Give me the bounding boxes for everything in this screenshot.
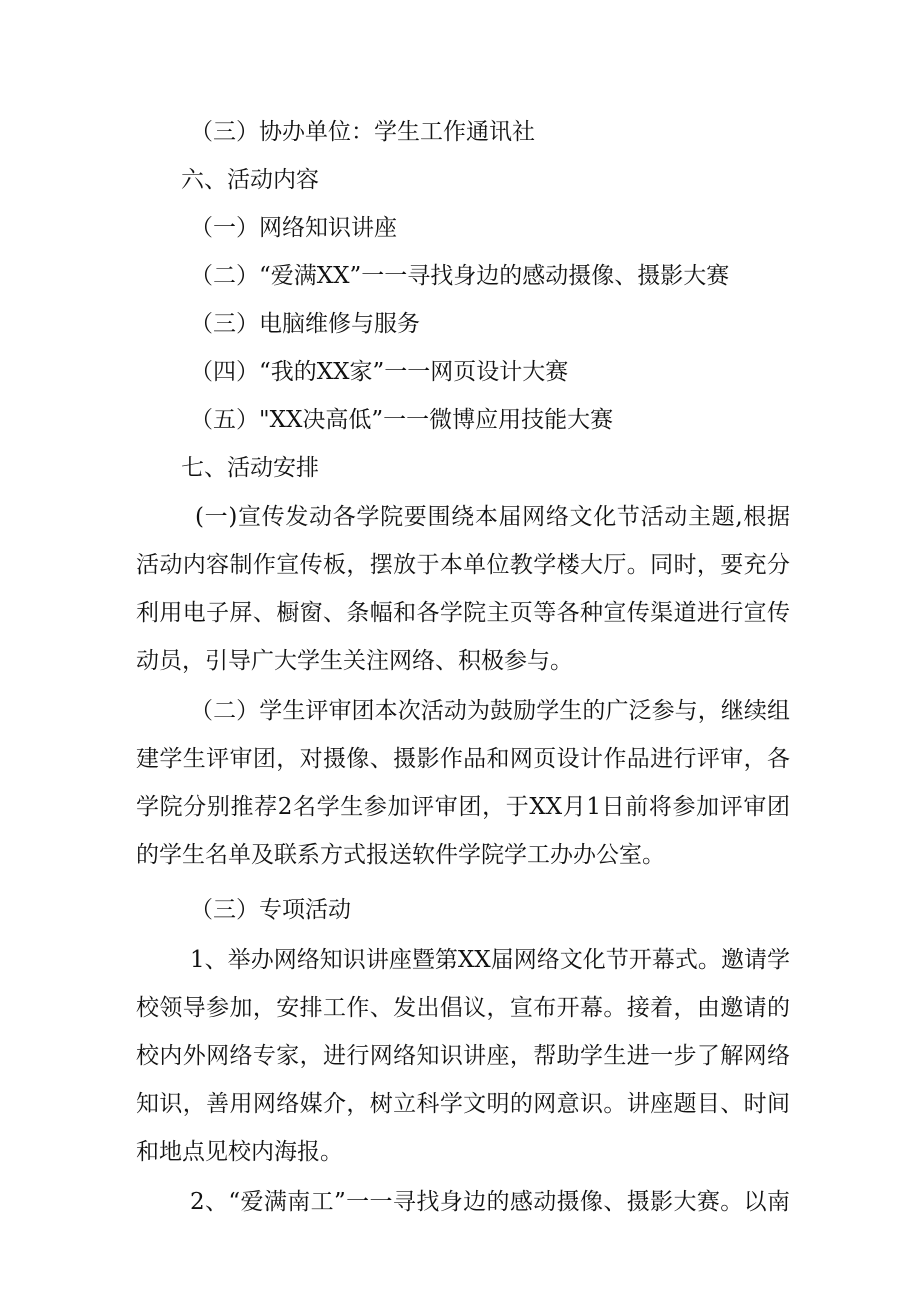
paragraph-publicity-line: 利用电子屏、橱窗、条幅和各学院主页等各种宣传渠道进行宣传 <box>136 600 790 626</box>
co-organizer-line: （三）协办单位：学生工作通讯社 <box>190 119 535 145</box>
activity-item-1: （一）网络知识讲座 <box>190 215 397 241</box>
paragraph-lecture-line: 和地点见校内海报。 <box>136 1139 343 1165</box>
activity-item-3: （三）电脑维修与服务 <box>190 311 420 337</box>
activity-item-2: （二）“爱满XX”一一寻找身边的感动摄像、摄影大赛 <box>190 263 730 289</box>
paragraph-publicity-line: 动员，引导广大学生关注网络、积极参与。 <box>136 648 573 674</box>
paragraph-lecture-line: 1、举办网络知识讲座暨第XX届网络文化节开幕式。邀请学 <box>190 947 790 973</box>
paragraph-jury-line: 建学生评审团，对摄像、摄影作品和网页设计作品进行评审，各 <box>136 746 790 772</box>
paragraph-lecture-line: 校领导参加，安排工作、发出倡议，宣布开幕。接着，由邀请的 <box>136 995 790 1021</box>
paragraph-jury-line: （二）学生评审团本次活动为鼓励学生的广泛参与，继续组 <box>190 698 790 724</box>
section-heading-schedule: 七、活动安排 <box>181 455 319 481</box>
section-heading-activities: 六、活动内容 <box>181 167 319 193</box>
paragraph-publicity-line: (一)宣传发动各学院要围绕本届网络文化节活动主题,根据 <box>195 504 790 530</box>
activity-item-5: （五）"XX决高低”一一微博应用技能大赛 <box>190 407 614 433</box>
paragraph-jury-line: 学院分别推荐2名学生参加评审团，于XX月1日前将参加评审团 <box>136 794 790 820</box>
paragraph-jury-line: 的学生名单及联系方式报送软件学院学工办办公室。 <box>136 842 665 868</box>
paragraph-photo-contest-line: 2、“爱满南工”一一寻找身边的感动摄像、摄影大赛。以南 <box>190 1189 790 1215</box>
subheading-special-activities: （三）专项活动 <box>190 897 351 923</box>
paragraph-lecture-line: 知识，善用网络媒介，树立科学文明的网意识。讲座题目、时间 <box>136 1091 790 1117</box>
activity-item-4: （四）“我的XX家”一一网页设计大赛 <box>190 359 569 385</box>
paragraph-lecture-line: 校内外网络专家，进行网络知识讲座，帮助学生进一步了解网络 <box>136 1043 790 1069</box>
paragraph-publicity-line: 活动内容制作宣传板，摆放于本单位教学楼大厅。同时，要充分 <box>136 552 790 578</box>
